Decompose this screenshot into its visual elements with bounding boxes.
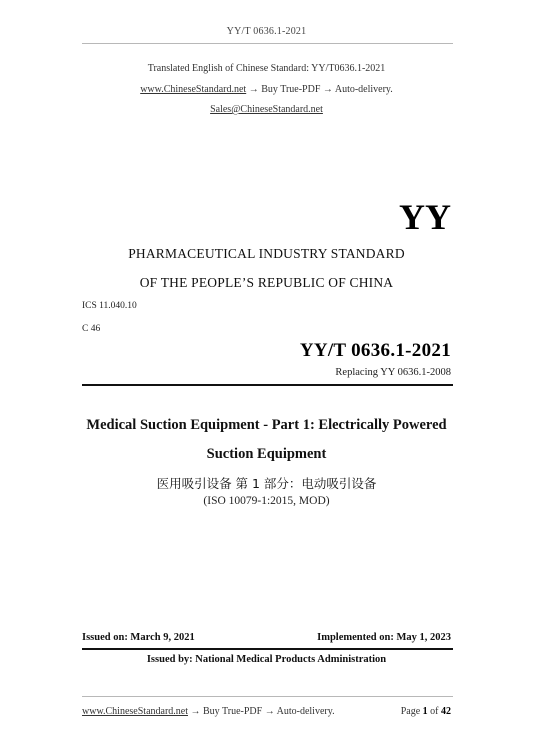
page-label: Page [400, 706, 421, 717]
dates-divider [82, 648, 453, 650]
issued-date: Issued on: March 9, 2021 [82, 632, 195, 643]
chinese-title: 医用吸引设备 第 1 部分：电动吸引设备 [156, 476, 377, 491]
yy-logo: YY [399, 197, 451, 237]
title-divider [82, 384, 453, 386]
translation-note: Translated English of Chinese Standard: YY/T0636.1-2021 [147, 63, 386, 74]
page-total: 42 [441, 706, 451, 717]
standard-type-line2: OF THE PEOPLE’S REPUBLIC OF CHINA [139, 275, 394, 290]
email-link[interactable]: Sales@ChineseStandard.net [210, 104, 323, 115]
email-line [0, 104, 533, 115]
issuing-authority: Issued by: National Medical Products Administration [146, 654, 387, 665]
purchase-line [0, 84, 533, 95]
ccs-code: C 46 [82, 324, 101, 334]
site-link[interactable]: www.ChineseStandard.net [140, 84, 247, 95]
standard-number: YY/T 0636.1-2021 [299, 340, 451, 361]
replacing-note: Replacing YY 0636.1-2008 [335, 367, 451, 378]
page-current: 1 [422, 706, 428, 717]
page-number [401, 706, 451, 717]
document-title-line2: Suction Equipment [206, 446, 327, 462]
footer-purchase-line [82, 706, 335, 717]
iso-reference: (ISO 10079-1:2015, MOD) [203, 495, 330, 507]
page-of: of [430, 706, 439, 717]
running-header: YY/T 0636.1-2021 [226, 26, 307, 37]
purchase-text: → Buy True-PDF → Auto-delivery. [248, 84, 393, 95]
ics-code: ICS 11.040.10 [82, 301, 137, 311]
implemented-date: Implemented on: May 1, 2023 [317, 632, 451, 643]
footer-divider [82, 696, 453, 697]
footer-site-link[interactable]: www.ChineseStandard.net [82, 706, 188, 717]
header-divider [82, 43, 453, 44]
document-title-line1: Medical Suction Equipment - Part 1: Electrically Powered [86, 417, 447, 433]
standard-type-line1: PHARMACEUTICAL INDUSTRY STANDARD [128, 246, 405, 261]
footer-purchase-text: → Buy True-PDF → Auto-delivery. [190, 706, 335, 717]
